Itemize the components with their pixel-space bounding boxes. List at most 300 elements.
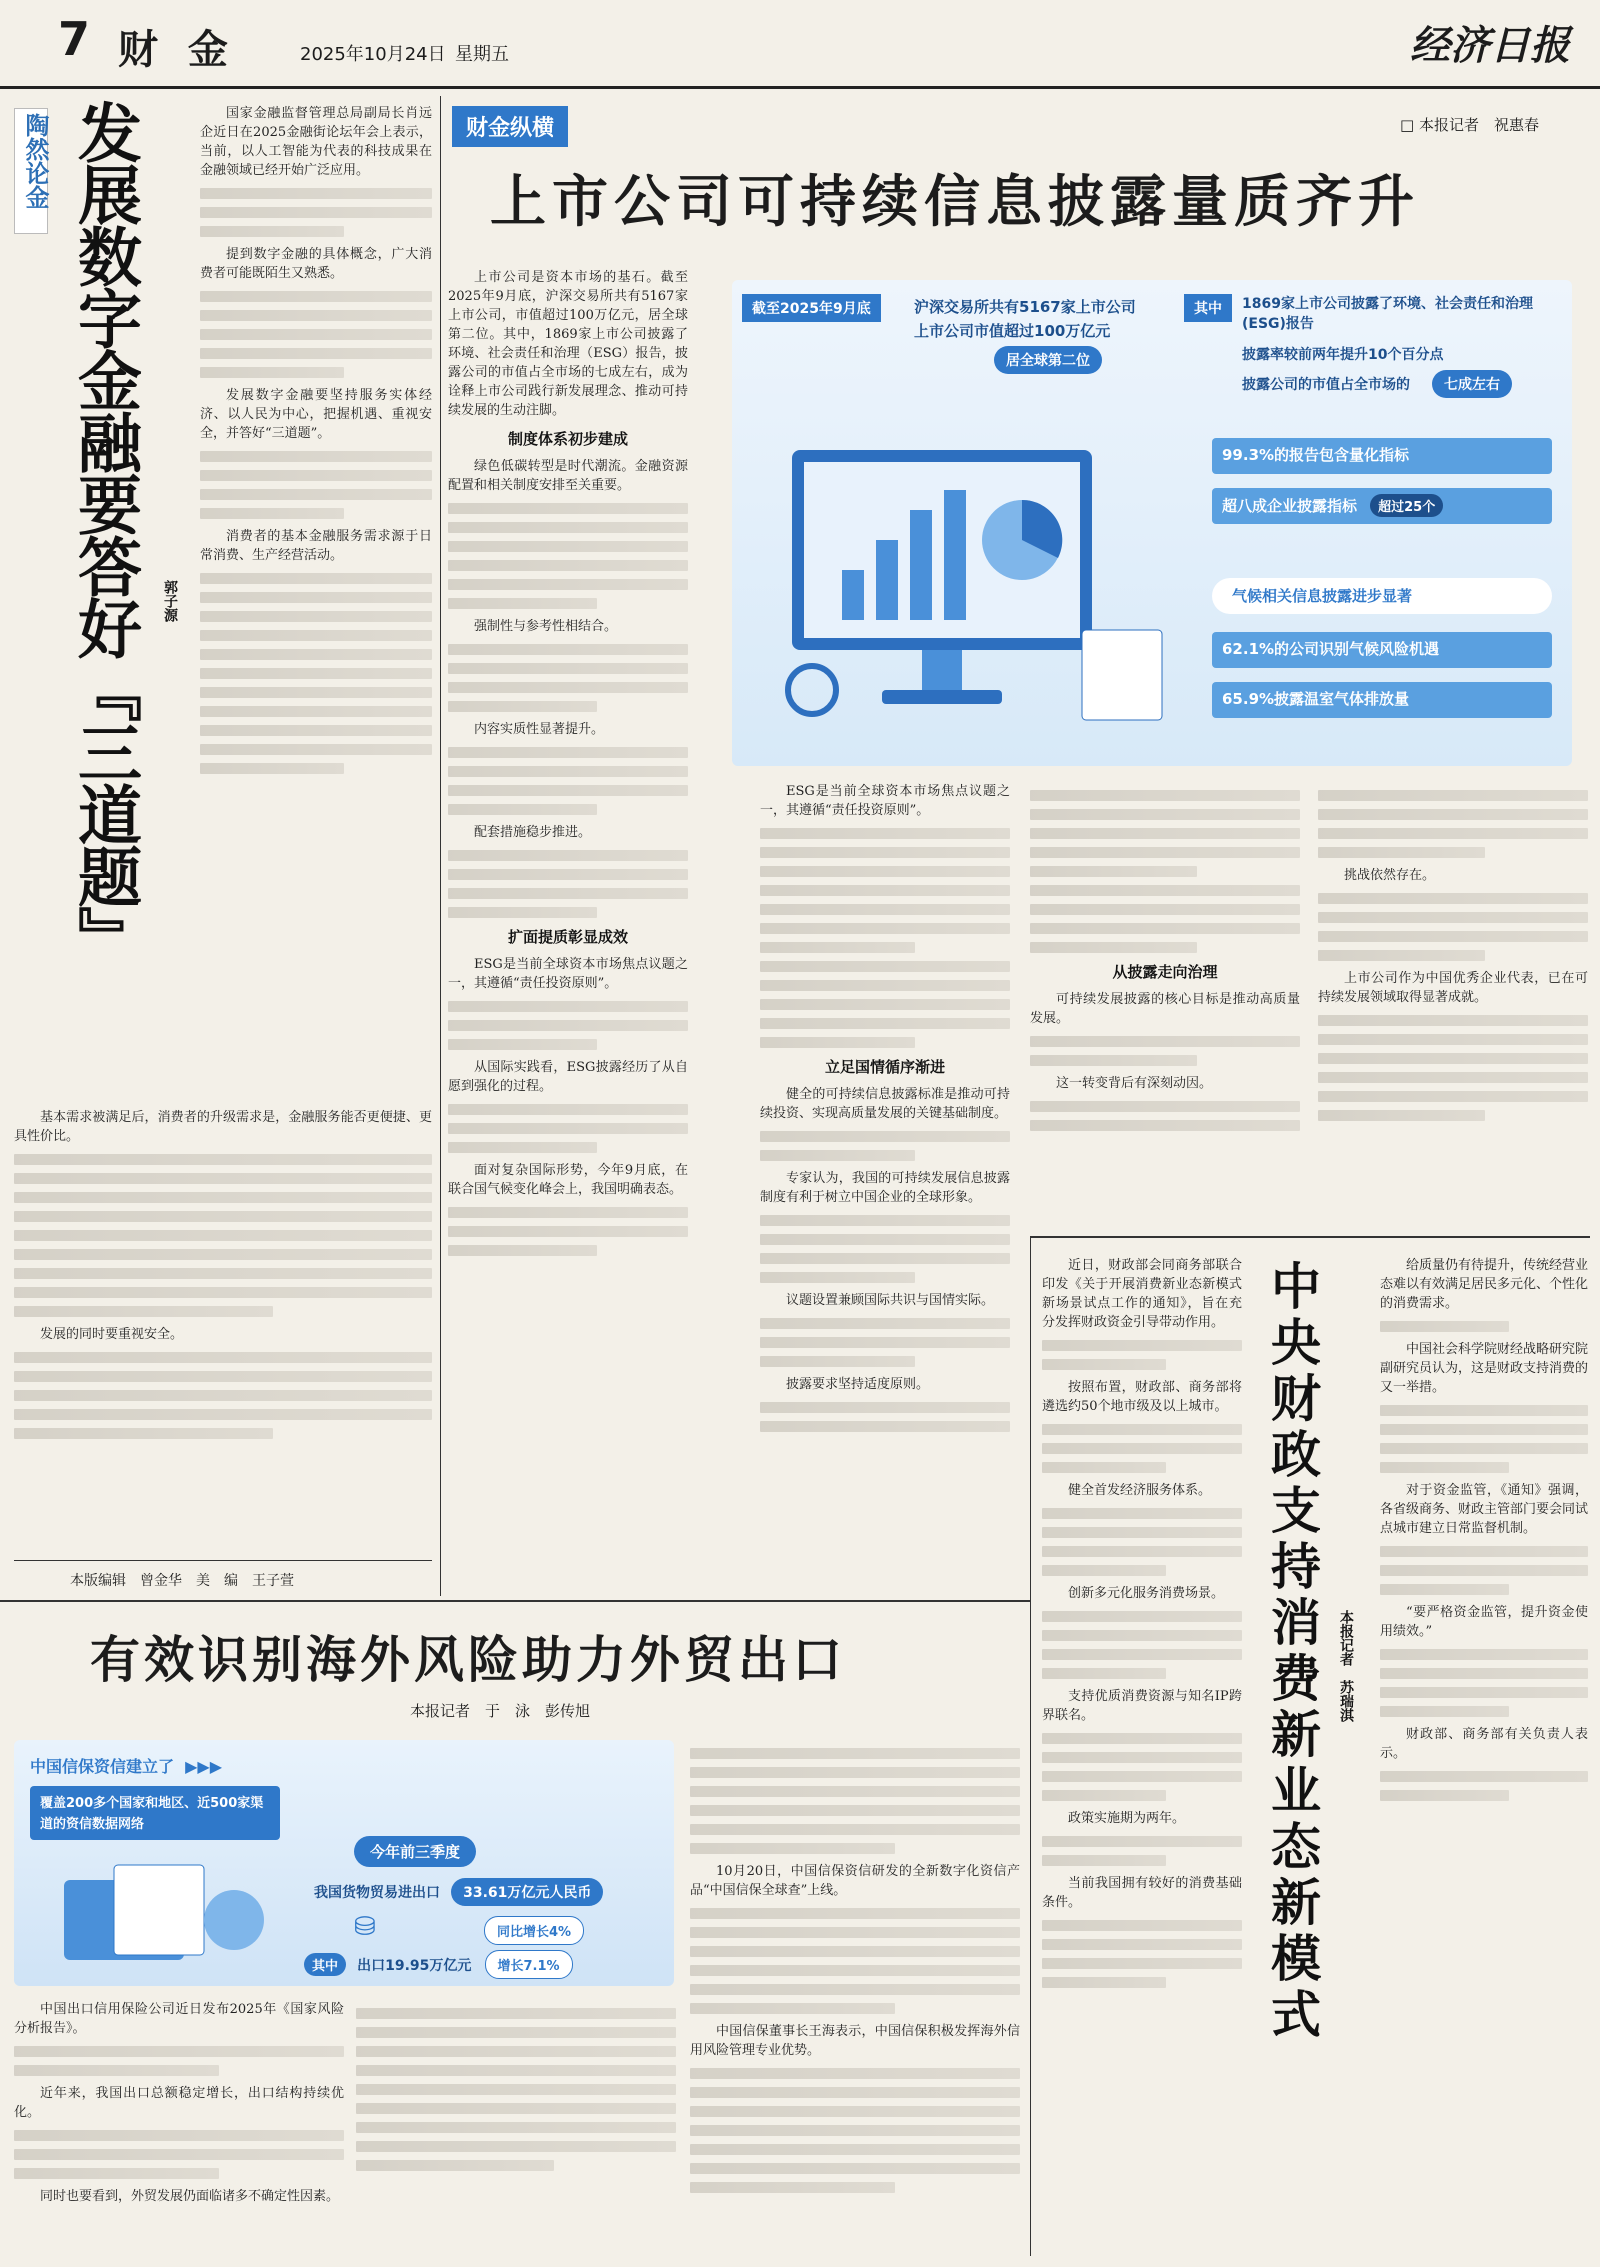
magnifier-icon bbox=[788, 666, 836, 714]
s1-para-2: 强制性与参考性相结合。 bbox=[474, 619, 618, 634]
info-period-tag bbox=[742, 294, 881, 322]
text-placeholder bbox=[690, 1946, 1020, 1957]
text-placeholder bbox=[1030, 1120, 1300, 1131]
monitor-illustration bbox=[752, 390, 1182, 750]
text-placeholder bbox=[1042, 1546, 1242, 1557]
text-placeholder bbox=[1380, 1687, 1588, 1698]
trade-coverage-text: 覆盖200多个国家和地区、近500家渠道的资信数据网络 bbox=[40, 1796, 264, 1832]
s2-para-1: ESG是当前全球资本市场焦点议题之一，其遵循“责任投资原则”。 bbox=[448, 957, 688, 991]
text-placeholder bbox=[760, 961, 1010, 972]
text-placeholder bbox=[760, 828, 1010, 839]
text-placeholder bbox=[14, 1154, 432, 1165]
text-placeholder bbox=[760, 980, 1010, 991]
text-placeholder bbox=[448, 1001, 688, 1012]
text-placeholder bbox=[760, 847, 1010, 858]
text-placeholder bbox=[1318, 809, 1588, 820]
text-placeholder bbox=[690, 1786, 1020, 1797]
text-placeholder bbox=[690, 2125, 1020, 2136]
text-placeholder bbox=[1030, 1036, 1300, 1047]
text-placeholder bbox=[200, 329, 432, 340]
text-placeholder bbox=[760, 1131, 1010, 1142]
text-placeholder bbox=[1030, 847, 1300, 858]
text-placeholder bbox=[448, 869, 688, 880]
text-placeholder bbox=[1318, 1091, 1588, 1102]
column-tag bbox=[14, 108, 48, 234]
text-placeholder bbox=[14, 1192, 432, 1203]
text-placeholder bbox=[448, 907, 597, 918]
text-placeholder bbox=[1042, 1527, 1242, 1538]
text-placeholder bbox=[760, 923, 1010, 934]
text-placeholder bbox=[356, 2122, 676, 2133]
s3-para-2: 专家认为，我国的可持续发展信息披露制度有利于树立中国企业的全球形象。 bbox=[760, 1171, 1010, 1205]
text-placeholder bbox=[690, 1805, 1020, 1816]
text-placeholder bbox=[1318, 931, 1588, 942]
editor-rule bbox=[14, 1560, 432, 1561]
text-placeholder bbox=[448, 1020, 688, 1031]
text-placeholder bbox=[760, 1421, 1010, 1432]
text-placeholder bbox=[14, 1428, 273, 1439]
info-quant-count bbox=[1212, 488, 1552, 524]
text-placeholder bbox=[14, 1173, 432, 1184]
left-headline: 发展数字金融要答好『三道题』 bbox=[67, 100, 142, 968]
text-placeholder bbox=[1042, 1565, 1166, 1576]
trade-banner bbox=[30, 1754, 222, 1777]
text-placeholder bbox=[690, 1965, 1020, 1976]
s4-para-4: 上市公司作为中国优秀企业代表，已在可持续发展领域取得显著成就。 bbox=[1318, 971, 1588, 1005]
text-placeholder bbox=[14, 2130, 344, 2141]
text-placeholder bbox=[1030, 885, 1300, 896]
page-number: 7 bbox=[58, 12, 91, 66]
text-placeholder bbox=[760, 1018, 1010, 1029]
info-global-rank: 居全球第二位 bbox=[994, 346, 1102, 374]
text-placeholder bbox=[448, 522, 688, 533]
bottom-para-4: 10月20日，中国信保资信研发的全新数字化资信产品“中国信保全球查”上线。 bbox=[690, 1864, 1020, 1898]
text-placeholder bbox=[690, 2144, 1020, 2155]
text-placeholder bbox=[200, 725, 432, 736]
trade-value: 33.61万亿元人民币 bbox=[451, 1878, 603, 1906]
bottom-para-2: 近年来，我国出口总额稳定增长，出口结构持续优化。 bbox=[14, 2086, 344, 2120]
left-para-1: 国家金融监督管理总局副局长肖远企近日在2025金融街论坛年会上表示，当前，以人工智能为代表的科技成果在金融领域已经开始广泛应用。 bbox=[200, 106, 432, 178]
monitor-stand bbox=[922, 650, 962, 690]
text-placeholder bbox=[760, 1150, 915, 1161]
text-placeholder bbox=[200, 291, 432, 302]
text-placeholder bbox=[1318, 1072, 1588, 1083]
text-placeholder bbox=[1042, 1443, 1242, 1454]
left-para-5: 基本需求被满足后，消费者的升级需求是，金融服务能否更便捷、更具性价比。 bbox=[14, 1110, 432, 1144]
section-title-2: 扩面提质彰显成效 bbox=[507, 928, 628, 946]
text-placeholder bbox=[1318, 1015, 1588, 1026]
monitor-bar bbox=[876, 540, 898, 620]
text-placeholder bbox=[690, 2182, 895, 2193]
text-placeholder bbox=[200, 188, 432, 199]
text-placeholder bbox=[1042, 1424, 1242, 1435]
s3-para-4: 披露要求坚持适度原则。 bbox=[786, 1377, 930, 1392]
feature-column-label bbox=[452, 106, 568, 147]
text-placeholder bbox=[690, 1767, 1020, 1778]
text-placeholder bbox=[448, 541, 688, 552]
text-placeholder bbox=[448, 560, 688, 571]
editor-credit: 本版编辑 曾金华 美 编 王子萱 bbox=[70, 1573, 294, 1589]
text-placeholder bbox=[448, 1104, 688, 1115]
triple-arrow-icon: ▶▶▶ bbox=[185, 1757, 223, 1776]
text-placeholder bbox=[1042, 1649, 1242, 1660]
info-market-cap: 上市公司市值超过100万亿元 bbox=[914, 322, 1111, 340]
text-placeholder bbox=[14, 1306, 273, 1317]
text-placeholder bbox=[1380, 1405, 1588, 1416]
right-story-rule bbox=[1030, 1236, 1590, 1238]
text-placeholder bbox=[690, 2003, 895, 2014]
text-placeholder bbox=[1318, 893, 1588, 904]
text-placeholder bbox=[448, 598, 597, 609]
text-placeholder bbox=[448, 663, 688, 674]
text-placeholder bbox=[1030, 1101, 1300, 1112]
text-placeholder bbox=[356, 2008, 676, 2019]
feature-body-col3 bbox=[1030, 782, 1300, 1212]
text-placeholder bbox=[1380, 1668, 1588, 1679]
text-placeholder bbox=[14, 2149, 344, 2160]
text-placeholder bbox=[690, 1927, 1020, 1938]
left-para-4: 消费者的基本金融服务需求源于日常消费、生产经营活动。 bbox=[200, 529, 432, 563]
text-placeholder bbox=[14, 2065, 219, 2076]
right-byline: 本报记者 苏瑞淇 bbox=[1338, 1610, 1354, 1722]
text-placeholder bbox=[760, 1337, 1010, 1348]
monitor-bar bbox=[944, 490, 966, 620]
text-placeholder bbox=[14, 1352, 432, 1363]
text-placeholder bbox=[448, 579, 688, 590]
text-placeholder bbox=[1030, 923, 1300, 934]
text-placeholder bbox=[1030, 790, 1300, 801]
text-placeholder bbox=[1042, 1939, 1242, 1950]
text-placeholder bbox=[760, 885, 1010, 896]
text-placeholder bbox=[14, 1287, 432, 1298]
right-para-1: 近日，财政部会同商务部联合印发《关于开展消费新业态新模式新场景试点工作的通知》，旨在充分发挥财政资金引导带动作用。 bbox=[1042, 1258, 1242, 1330]
text-placeholder bbox=[690, 2163, 1020, 2174]
info-esg-share-label: 披露公司的市值占全市场的 bbox=[1242, 377, 1410, 393]
text-placeholder bbox=[200, 207, 432, 218]
text-placeholder bbox=[760, 1253, 1010, 1264]
info-among-tag bbox=[1184, 294, 1232, 322]
newspaper-logo: 经济日报 bbox=[1410, 22, 1570, 69]
trade-coverage bbox=[30, 1786, 280, 1840]
text-placeholder bbox=[200, 348, 432, 359]
s4-para-1: 可持续发展披露的核心目标是推动高质量发展。 bbox=[1030, 992, 1300, 1026]
text-placeholder bbox=[1042, 1855, 1166, 1866]
right-para-2: 按照布置，财政部、商务部将遴选约50个地市级及以上城市。 bbox=[1042, 1380, 1242, 1414]
text-placeholder bbox=[1318, 828, 1588, 839]
export-value: 出口19.95万亿元 bbox=[357, 1958, 472, 1974]
issue-date: 2025年10月24日 bbox=[300, 44, 446, 65]
feature-infographic bbox=[732, 280, 1572, 766]
info-ghg-text: 65.9%披露温室气体排放量 bbox=[1222, 690, 1410, 708]
right-story-divider bbox=[1030, 1236, 1031, 2256]
text-placeholder bbox=[448, 1039, 597, 1050]
bottom-body-col1 bbox=[14, 2000, 344, 2260]
text-placeholder bbox=[1030, 942, 1197, 953]
text-placeholder bbox=[14, 1371, 432, 1382]
info-ghg bbox=[1212, 682, 1552, 718]
text-placeholder bbox=[200, 763, 344, 774]
document-stack bbox=[1082, 630, 1162, 720]
right-para-5: 支持优质消费资源与知名IP跨界联名。 bbox=[1042, 1689, 1242, 1723]
text-placeholder bbox=[1042, 1630, 1242, 1641]
feature-body-col2 bbox=[760, 782, 1010, 1582]
trade-growth: 同比增长4% bbox=[484, 1916, 584, 1945]
text-placeholder bbox=[14, 1249, 432, 1260]
text-placeholder bbox=[200, 668, 432, 679]
bottom-para-1: 中国出口信用保险公司近日发布2025年《国家风险分析报告》。 bbox=[14, 2002, 344, 2036]
section-title-1: 制度体系初步建成 bbox=[507, 430, 628, 448]
text-placeholder bbox=[200, 744, 432, 755]
text-placeholder bbox=[760, 999, 1010, 1010]
text-placeholder bbox=[1318, 912, 1588, 923]
right-para-10: 对于资金监管，《通知》强调，各省级商务、财政主管部门要会同试点城市建立日常监督机制。 bbox=[1380, 1483, 1588, 1536]
right-headline: 中央财政支持消费新业态新模式 bbox=[1263, 1260, 1322, 2044]
info-esg-count: 1869家上市公司披露了环境、社会责任和治理(ESG)报告 bbox=[1242, 296, 1533, 332]
bottom-byline: 本报记者 于 泳 彭传旭 bbox=[410, 1702, 591, 1720]
s4-para-2: 这一转变背后有深刻动因。 bbox=[1056, 1076, 1213, 1091]
text-placeholder bbox=[448, 1245, 597, 1256]
bottom-body-col3 bbox=[690, 1740, 1020, 2260]
coin-stack-icon: ⛁ bbox=[354, 1912, 376, 1942]
text-placeholder bbox=[448, 1142, 597, 1153]
left-article-body bbox=[200, 104, 432, 1104]
text-placeholder bbox=[1042, 1752, 1242, 1763]
trade-total-row bbox=[314, 1878, 603, 1906]
text-placeholder bbox=[200, 706, 432, 717]
text-placeholder bbox=[448, 644, 688, 655]
export-row bbox=[304, 1950, 573, 1979]
left-para-6: 发展的同时要重视安全。 bbox=[40, 1327, 184, 1342]
text-placeholder bbox=[356, 2084, 676, 2095]
right-para-3: 健全首发经济服务体系。 bbox=[1068, 1483, 1212, 1498]
masthead bbox=[0, 0, 1600, 84]
text-placeholder bbox=[200, 687, 432, 698]
text-placeholder bbox=[356, 2103, 676, 2114]
paper-shape bbox=[114, 1865, 204, 1955]
text-placeholder bbox=[200, 451, 432, 462]
column-tag-text: 陶然论金 bbox=[21, 113, 50, 209]
s4-para-3: 挑战依然存在。 bbox=[1344, 868, 1436, 883]
text-placeholder bbox=[200, 226, 344, 237]
s3-para-1: 健全的可持续信息披露标准是推动可持续投资、实现高质量发展的关键基础制度。 bbox=[760, 1087, 1010, 1121]
left-para-2: 提到数字金融的具体概念，广大消费者可能既陌生又熟悉。 bbox=[200, 247, 432, 281]
section-title-4: 从披露走向治理 bbox=[1112, 963, 1218, 981]
export-prefix: 其中 bbox=[304, 1953, 346, 1976]
text-placeholder bbox=[1380, 1443, 1588, 1454]
left-article-bottom bbox=[14, 1108, 432, 1548]
text-placeholder bbox=[760, 942, 915, 953]
section-name: 财 金 bbox=[118, 26, 236, 73]
s2-para-4-text: ESG是当前全球资本市场焦点议题之一，其遵循“责任投资原则”。 bbox=[760, 784, 1010, 818]
info-climate-title bbox=[1212, 578, 1552, 614]
text-placeholder bbox=[760, 1272, 915, 1283]
info-climate-title-text: 气候相关信息披露进步显著 bbox=[1232, 587, 1413, 605]
right-body-col2 bbox=[1380, 1256, 1588, 2246]
left-author: 郭子源 bbox=[162, 580, 178, 622]
document-illustration bbox=[54, 1860, 274, 1970]
text-placeholder bbox=[448, 747, 688, 758]
text-placeholder bbox=[356, 2027, 676, 2038]
trade-period-tag bbox=[354, 1836, 476, 1867]
feature-column-label-text: 财金纵横 bbox=[466, 116, 555, 141]
text-placeholder bbox=[1380, 1771, 1588, 1782]
text-placeholder bbox=[200, 367, 344, 378]
text-placeholder bbox=[200, 573, 432, 584]
info-period-tag-text: 截至2025年9月底 bbox=[752, 301, 871, 317]
left-para-3: 发展数字金融要坚持服务实体经济、以人民为中心，把握机遇、重视安全，并答好“三道题”。 bbox=[200, 388, 432, 441]
text-placeholder bbox=[690, 2087, 1020, 2098]
right-para-7: 当前我国拥有较好的消费基础条件。 bbox=[1042, 1876, 1242, 1910]
masthead-rule bbox=[0, 86, 1600, 89]
s1-para-1: 绿色低碳转型是时代潮流。金融资源配置和相关制度安排至关重要。 bbox=[448, 459, 688, 493]
feature-body-col1 bbox=[448, 268, 688, 1580]
text-placeholder bbox=[356, 2046, 676, 2057]
text-placeholder bbox=[760, 904, 1010, 915]
monitor-bar bbox=[910, 510, 932, 620]
text-placeholder bbox=[200, 470, 432, 481]
monitor-base bbox=[882, 690, 1002, 704]
text-placeholder bbox=[690, 1984, 1020, 1995]
info-exchange-stat: 沪深交易所共有5167家上市公司 bbox=[914, 298, 1136, 316]
text-placeholder bbox=[760, 1318, 1010, 1329]
s1-para-4: 配套措施稳步推进。 bbox=[474, 825, 592, 840]
info-esg-growth: 披露率较前两年提升10个百分点 bbox=[1242, 347, 1444, 363]
info-climate-risk-text: 62.1%的公司识别气候风险机遇 bbox=[1222, 640, 1440, 658]
trade-banner-text: 中国信保资信建立了 bbox=[30, 1757, 175, 1776]
trade-period-tag-text: 今年前三季度 bbox=[370, 1843, 461, 1861]
text-placeholder bbox=[1318, 1110, 1485, 1121]
right-para-9: 中国社会科学院财经战略研究院副研究员认为，这是财政支持消费的又一举措。 bbox=[1380, 1342, 1588, 1395]
text-placeholder bbox=[1318, 1034, 1588, 1045]
text-placeholder bbox=[1042, 1771, 1242, 1782]
s1-para-3: 内容实质性显著提升。 bbox=[474, 722, 605, 737]
text-placeholder bbox=[1318, 950, 1485, 961]
export-growth: 增长7.1% bbox=[485, 1950, 573, 1979]
text-placeholder bbox=[14, 1230, 432, 1241]
text-placeholder bbox=[690, 1748, 1020, 1759]
text-placeholder bbox=[760, 866, 1010, 877]
text-placeholder bbox=[1030, 809, 1300, 820]
text-placeholder bbox=[200, 611, 432, 622]
info-esg-share-value: 七成左右 bbox=[1432, 370, 1512, 398]
text-placeholder bbox=[1042, 1836, 1242, 1847]
section-title-3: 立足国情循序渐进 bbox=[824, 1058, 945, 1076]
text-placeholder bbox=[760, 1234, 1010, 1245]
column-divider-left bbox=[440, 96, 441, 1596]
text-placeholder bbox=[448, 766, 688, 777]
text-placeholder bbox=[1380, 1462, 1509, 1473]
text-placeholder bbox=[448, 1207, 688, 1218]
text-placeholder bbox=[1042, 1340, 1242, 1351]
text-placeholder bbox=[448, 503, 688, 514]
s2-para-2: 从国际实践看，ESG披露经历了从自愿到强化的过程。 bbox=[448, 1060, 688, 1094]
text-placeholder bbox=[1042, 1462, 1166, 1473]
bottom-para-3: 同时也要看到，外贸发展仍面临诸多不确定性因素。 bbox=[40, 2189, 340, 2204]
monitor-bar bbox=[842, 570, 864, 620]
text-placeholder bbox=[200, 630, 432, 641]
text-placeholder bbox=[760, 1037, 915, 1048]
s3-para-3: 议题设置兼顾国际共识与国情实际。 bbox=[786, 1293, 995, 1308]
right-para-4: 创新多元化服务消费场景。 bbox=[1068, 1586, 1225, 1601]
right-para-11: “要严格资金监管，提升资金使用绩效。” bbox=[1380, 1605, 1588, 1639]
text-placeholder bbox=[1042, 1668, 1166, 1679]
trade-label: 我国货物贸易进出口 bbox=[314, 1885, 440, 1901]
text-placeholder bbox=[690, 2106, 1020, 2117]
info-quant-ratio-text: 99.3%的报告包含量化指标 bbox=[1222, 446, 1410, 464]
text-placeholder bbox=[690, 1843, 895, 1854]
text-placeholder bbox=[356, 2065, 676, 2076]
text-placeholder bbox=[760, 1356, 915, 1367]
text-placeholder bbox=[356, 2160, 554, 2171]
right-para-6: 政策实施期为两年。 bbox=[1068, 1811, 1186, 1826]
text-placeholder bbox=[690, 1908, 1020, 1919]
info-quant-count-label: 超八成企业披露指标 bbox=[1222, 497, 1358, 515]
text-placeholder bbox=[1030, 866, 1197, 877]
text-placeholder bbox=[14, 2168, 219, 2179]
text-placeholder bbox=[1042, 1920, 1242, 1931]
text-placeholder bbox=[356, 2141, 676, 2152]
text-placeholder bbox=[200, 489, 432, 500]
text-placeholder bbox=[1318, 847, 1485, 858]
text-placeholder bbox=[690, 2068, 1020, 2079]
text-placeholder bbox=[1380, 1565, 1588, 1576]
bottom-para-5: 中国信保董事长王海表示，中国信保积极发挥海外信用风险管理专业优势。 bbox=[690, 2024, 1020, 2058]
feature-intro: 上市公司是资本市场的基石。截至2025年9月底，沪深交易所共有5167家上市公司，市值超过100万亿元，居全球第二位。其中，1869家上市公司披露了环境、社会责任和治理（ESG）报告，披露公司的市值占全市场的七成左右，成为诠释上市公司践行新发展理念、推动可持续发展的生动注脚。 bbox=[448, 270, 688, 418]
text-placeholder bbox=[1030, 828, 1300, 839]
text-placeholder bbox=[14, 1390, 432, 1401]
text-placeholder bbox=[448, 1123, 688, 1134]
text-placeholder bbox=[1380, 1321, 1509, 1332]
text-placeholder bbox=[1380, 1546, 1588, 1557]
text-placeholder bbox=[1042, 1359, 1166, 1370]
text-placeholder bbox=[1318, 1053, 1588, 1064]
text-placeholder bbox=[200, 649, 432, 660]
right-body-col1 bbox=[1042, 1256, 1242, 2246]
text-placeholder bbox=[200, 508, 344, 519]
text-placeholder bbox=[14, 1268, 432, 1279]
text-placeholder bbox=[1042, 1790, 1166, 1801]
text-placeholder bbox=[14, 2046, 344, 2057]
text-placeholder bbox=[1042, 1977, 1166, 1988]
text-placeholder bbox=[448, 850, 688, 861]
text-placeholder bbox=[1380, 1790, 1509, 1801]
text-placeholder bbox=[690, 1824, 1020, 1835]
feature-headline: 上市公司可持续信息披露量质齐升 bbox=[490, 169, 1420, 235]
text-placeholder bbox=[1380, 1424, 1588, 1435]
right-para-12: 财政部、商务部有关负责人表示。 bbox=[1380, 1727, 1588, 1761]
s2-para-4 bbox=[760, 782, 1010, 820]
text-placeholder bbox=[1042, 1733, 1242, 1744]
globe-icon bbox=[204, 1890, 264, 1950]
text-placeholder bbox=[1030, 1055, 1197, 1066]
text-placeholder bbox=[1318, 790, 1588, 801]
text-placeholder bbox=[1380, 1706, 1509, 1717]
issue-weekday: 星期五 bbox=[455, 44, 509, 65]
bottom-headline: 有效识别海外风险助力外贸出口 bbox=[90, 1630, 846, 1689]
text-placeholder bbox=[1042, 1508, 1242, 1519]
text-placeholder bbox=[1042, 1611, 1242, 1622]
text-placeholder bbox=[448, 1226, 688, 1237]
info-quant-count-value: 超过25个 bbox=[1370, 494, 1443, 517]
text-placeholder bbox=[448, 804, 597, 815]
s2-para-3: 面对复杂国际形势，今年9月底，在联合国气候变化峰会上，我国明确表态。 bbox=[448, 1163, 688, 1197]
text-placeholder bbox=[1042, 1958, 1242, 1969]
text-placeholder bbox=[448, 785, 688, 796]
text-placeholder bbox=[1380, 1584, 1509, 1595]
text-placeholder bbox=[14, 1409, 432, 1420]
text-placeholder bbox=[760, 1402, 1010, 1413]
info-quant-ratio bbox=[1212, 438, 1552, 474]
